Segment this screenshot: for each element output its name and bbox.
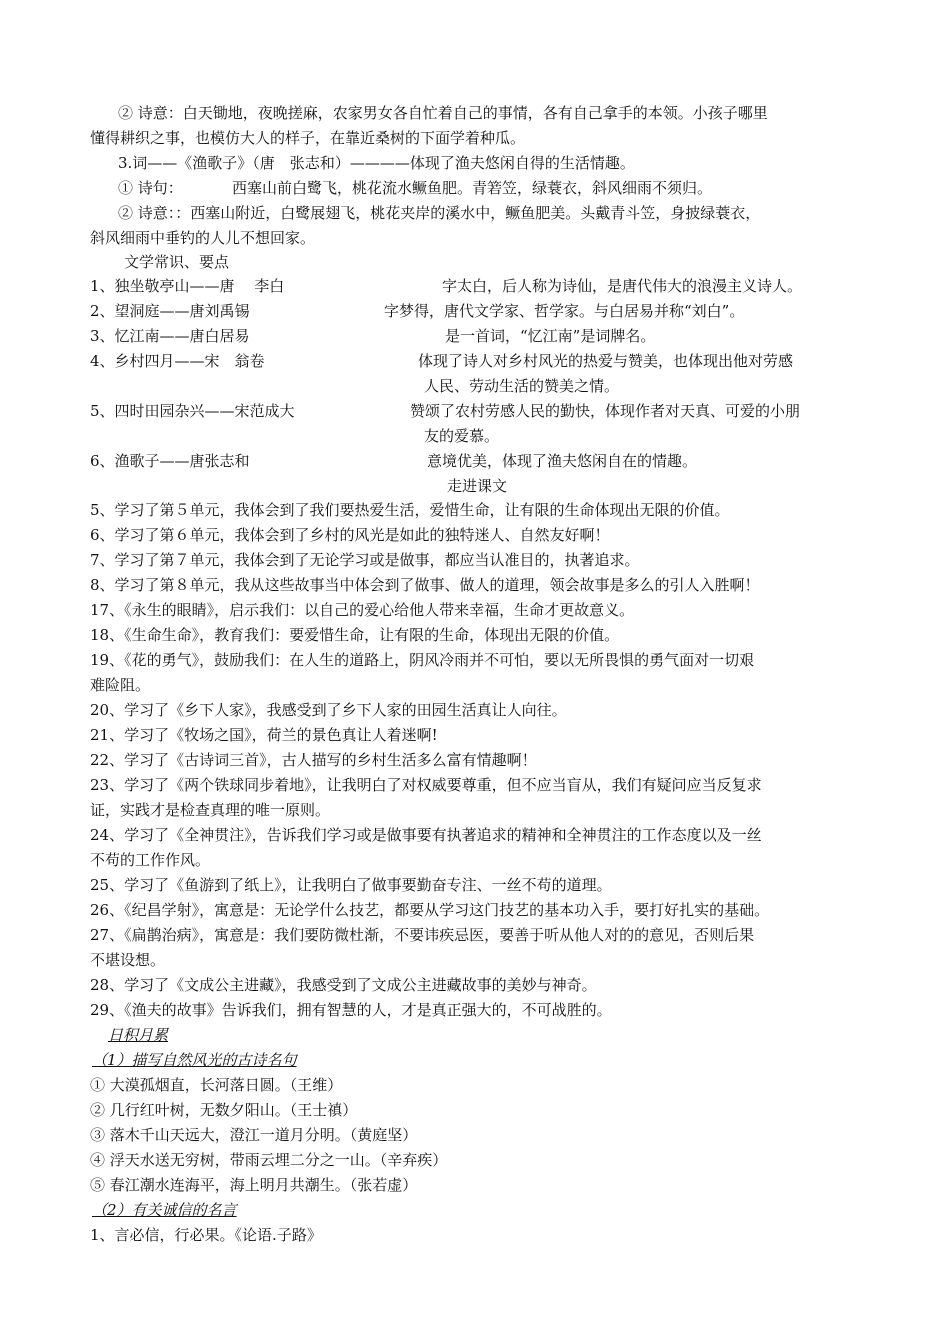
literature-item-4: 4、乡村四月——宋 翁卷 — [90, 352, 265, 370]
lesson-line: 17、《永生的眼睛》，启示我们：以自己的爱心给他人带来幸福，生命才更故意义。 — [90, 601, 635, 619]
accumulate-heading: 日积月累 — [108, 1026, 169, 1044]
lesson-line: 8、学习了第８单元，我从这些故事当中体会到了做事、做人的道理，领会故事是多么的引人入胜啊！ — [90, 576, 760, 594]
literature-item-2: 2、望洞庭——唐刘禹锡 — [90, 302, 250, 320]
lesson-line: 23、学习了《两个铁球同步着地》，让我明白了对权威要尊重，但不应当盲从，我们有疑问应当反复求 — [90, 776, 762, 794]
lesson-line: 19、《花的勇气》，鼓励我们：在人生的道路上，阴风冷雨并不可怕，要以无所畏惧的勇气面对一切艰 — [90, 651, 755, 669]
literature-item-2-note: 字梦得，唐代文学家、哲学家。与白居易并称“刘白”。 — [384, 302, 745, 320]
literature-item-3-note: 是一首词，“忆江南”是词牌名。 — [445, 327, 656, 345]
lesson-line: 27、《扁鹊治病》，寓意是：我们要防微杜渐，不要讳疾忌医，要善于听从他人对的的意见，否则后果 — [90, 926, 755, 944]
lesson-line: 22、学习了《古诗词三首》，古人描写的乡村生活多么富有情趣啊！ — [90, 751, 537, 769]
lesson-line: 6、学习了第６单元，我体会到了乡村的风光是如此的独特迷人、自然友好啊！ — [90, 526, 610, 544]
lesson-line: 29、《渔夫的故事》告诉我们，拥有智慧的人，才是真正强大的，不可战胜的。 — [90, 1001, 612, 1019]
literature-item-1-note: 字太白，后人称为诗仙，是唐代伟大的浪漫主义诗人。 — [442, 277, 803, 295]
poem3-verse: 西塞山前白鹭飞，桃花流水鳜鱼肥。青箬笠，绿蓑衣，斜风细雨不须归。 — [232, 179, 713, 197]
lesson-line: 25、学习了《鱼游到了纸上》，让我明白了做事要勤奋专注、一丝不苟的道理。 — [90, 876, 612, 894]
poem3-meaning-line2: 斜风细雨中垂钓的人儿不想回家。 — [90, 229, 316, 247]
literature-item-6-note: 意境优美，体现了渔夫悠闲自在的情趣。 — [427, 452, 698, 470]
literature-item-5: 5、四时田园杂兴——宋范成大 — [90, 402, 295, 420]
poem3-title: 3.词——《渔歌子》（唐 张志和）————体现了渔夫悠闲自得的生活情趣。 — [118, 154, 635, 172]
scenery-poem: ③ 落木千山天远大，澄江一道月分明。（黄庭坚） — [90, 1126, 418, 1144]
literature-item-5-note-cont: 友的爱慕。 — [424, 427, 500, 445]
poem3-meaning-line1: ② 诗意：：西塞山附近，白鹭展翅飞，桃花夹岸的溪水中，鳜鱼肥美。头戴青斗笠，身披绿蓑衣， — [118, 204, 761, 222]
lesson-line: 不堪设想。 — [90, 951, 166, 969]
accumulate-section2: （2）有关诚信的名言 — [92, 1201, 237, 1219]
literature-item-1: 1、独坐敬亭山——唐 李白 — [90, 277, 285, 295]
lesson-line: 5、学习了第５单元，我体会到了我们要热爱生活，爱惜生命，让有限的生命体现出无限的价值。 — [90, 501, 730, 519]
literature-item-6: 6、渔歌子——唐张志和 — [90, 452, 250, 470]
literature-item-5-note: 赞颂了农村劳感人民的勤快，体现作者对天真、可爱的小朋 — [410, 402, 801, 420]
lesson-line: 7、学习了第７单元，我体会到了无论学习或是做事，都应当认准目的，执著追求。 — [90, 551, 640, 569]
poem3-verse-label: ① 诗句： — [118, 179, 183, 197]
literature-item-3: 3、忆江南——唐白居易 — [90, 327, 250, 345]
scenery-poem: ⑤ 春江潮水连海平，海上明月共潮生。（张若虚） — [90, 1176, 418, 1194]
lessons-heading: 走进课文 — [447, 477, 508, 495]
lesson-line: 证，实践才是检查真理的唯一原则。 — [90, 801, 331, 819]
literature-item-4-note: 体现了诗人对乡村风光的热爱与赞美，也体现出他对劳感 — [418, 352, 794, 370]
lesson-line: 不苟的工作作风。 — [90, 851, 211, 869]
lesson-line: 18、《生命生命》，教育我们：要爱惜生命，让有限的生命，体现出无限的价值。 — [90, 626, 620, 644]
lesson-line: 20、学习了《乡下人家》，我感受到了乡下人家的田园生活真让人向往。 — [90, 701, 567, 719]
lesson-line: 26、《纪昌学射》，寓意是：无论学什么技艺，都要从学习这门技艺的基本功入手，要打好扎实的基础。 — [90, 901, 770, 919]
scenery-poem: ④ 浮天水送无穷树，带雨云埋二分之一山。（辛弃疾） — [90, 1151, 448, 1169]
poem2-meaning-line1: ② 诗意：白天锄地，夜晚搓麻，农家男女各自忙着自己的事情，各有自己拿手的本领。小孩子哪里 — [118, 104, 768, 122]
scenery-poem: ② 几行红叶树，无数夕阳山。（王士禛） — [90, 1101, 358, 1119]
lesson-line: 24、学习了《全神贯注》，告诉我们学习或是做事要有执著追求的精神和全神贯注的工作态度以及一丝 — [90, 826, 762, 844]
lesson-line: 28、学习了《文成公主进藏》，我感受到了文成公主进藏故事的美妙与神奇。 — [90, 976, 597, 994]
literature-heading: 文学常识、要点 — [124, 253, 230, 271]
honesty-quote: 1、言必信，行必果。《论语.子路》 — [90, 1226, 322, 1244]
scenery-poem: ① 大漠孤烟直，长河落日圆。（王维） — [90, 1076, 343, 1094]
accumulate-section1: （1）描写自然风光的古诗名句 — [92, 1051, 297, 1069]
lesson-line: 21、学习了《牧场之国》，荷兰的景色真让人着迷啊! — [90, 726, 438, 744]
poem2-meaning-line2: 懂得耕织之事，也模仿大人的样子，在靠近桑树的下面学着种瓜。 — [90, 129, 526, 147]
lesson-line: 难险阻。 — [90, 676, 151, 694]
literature-item-4-note-cont: 人民、劳动生活的赞美之情。 — [424, 377, 620, 395]
